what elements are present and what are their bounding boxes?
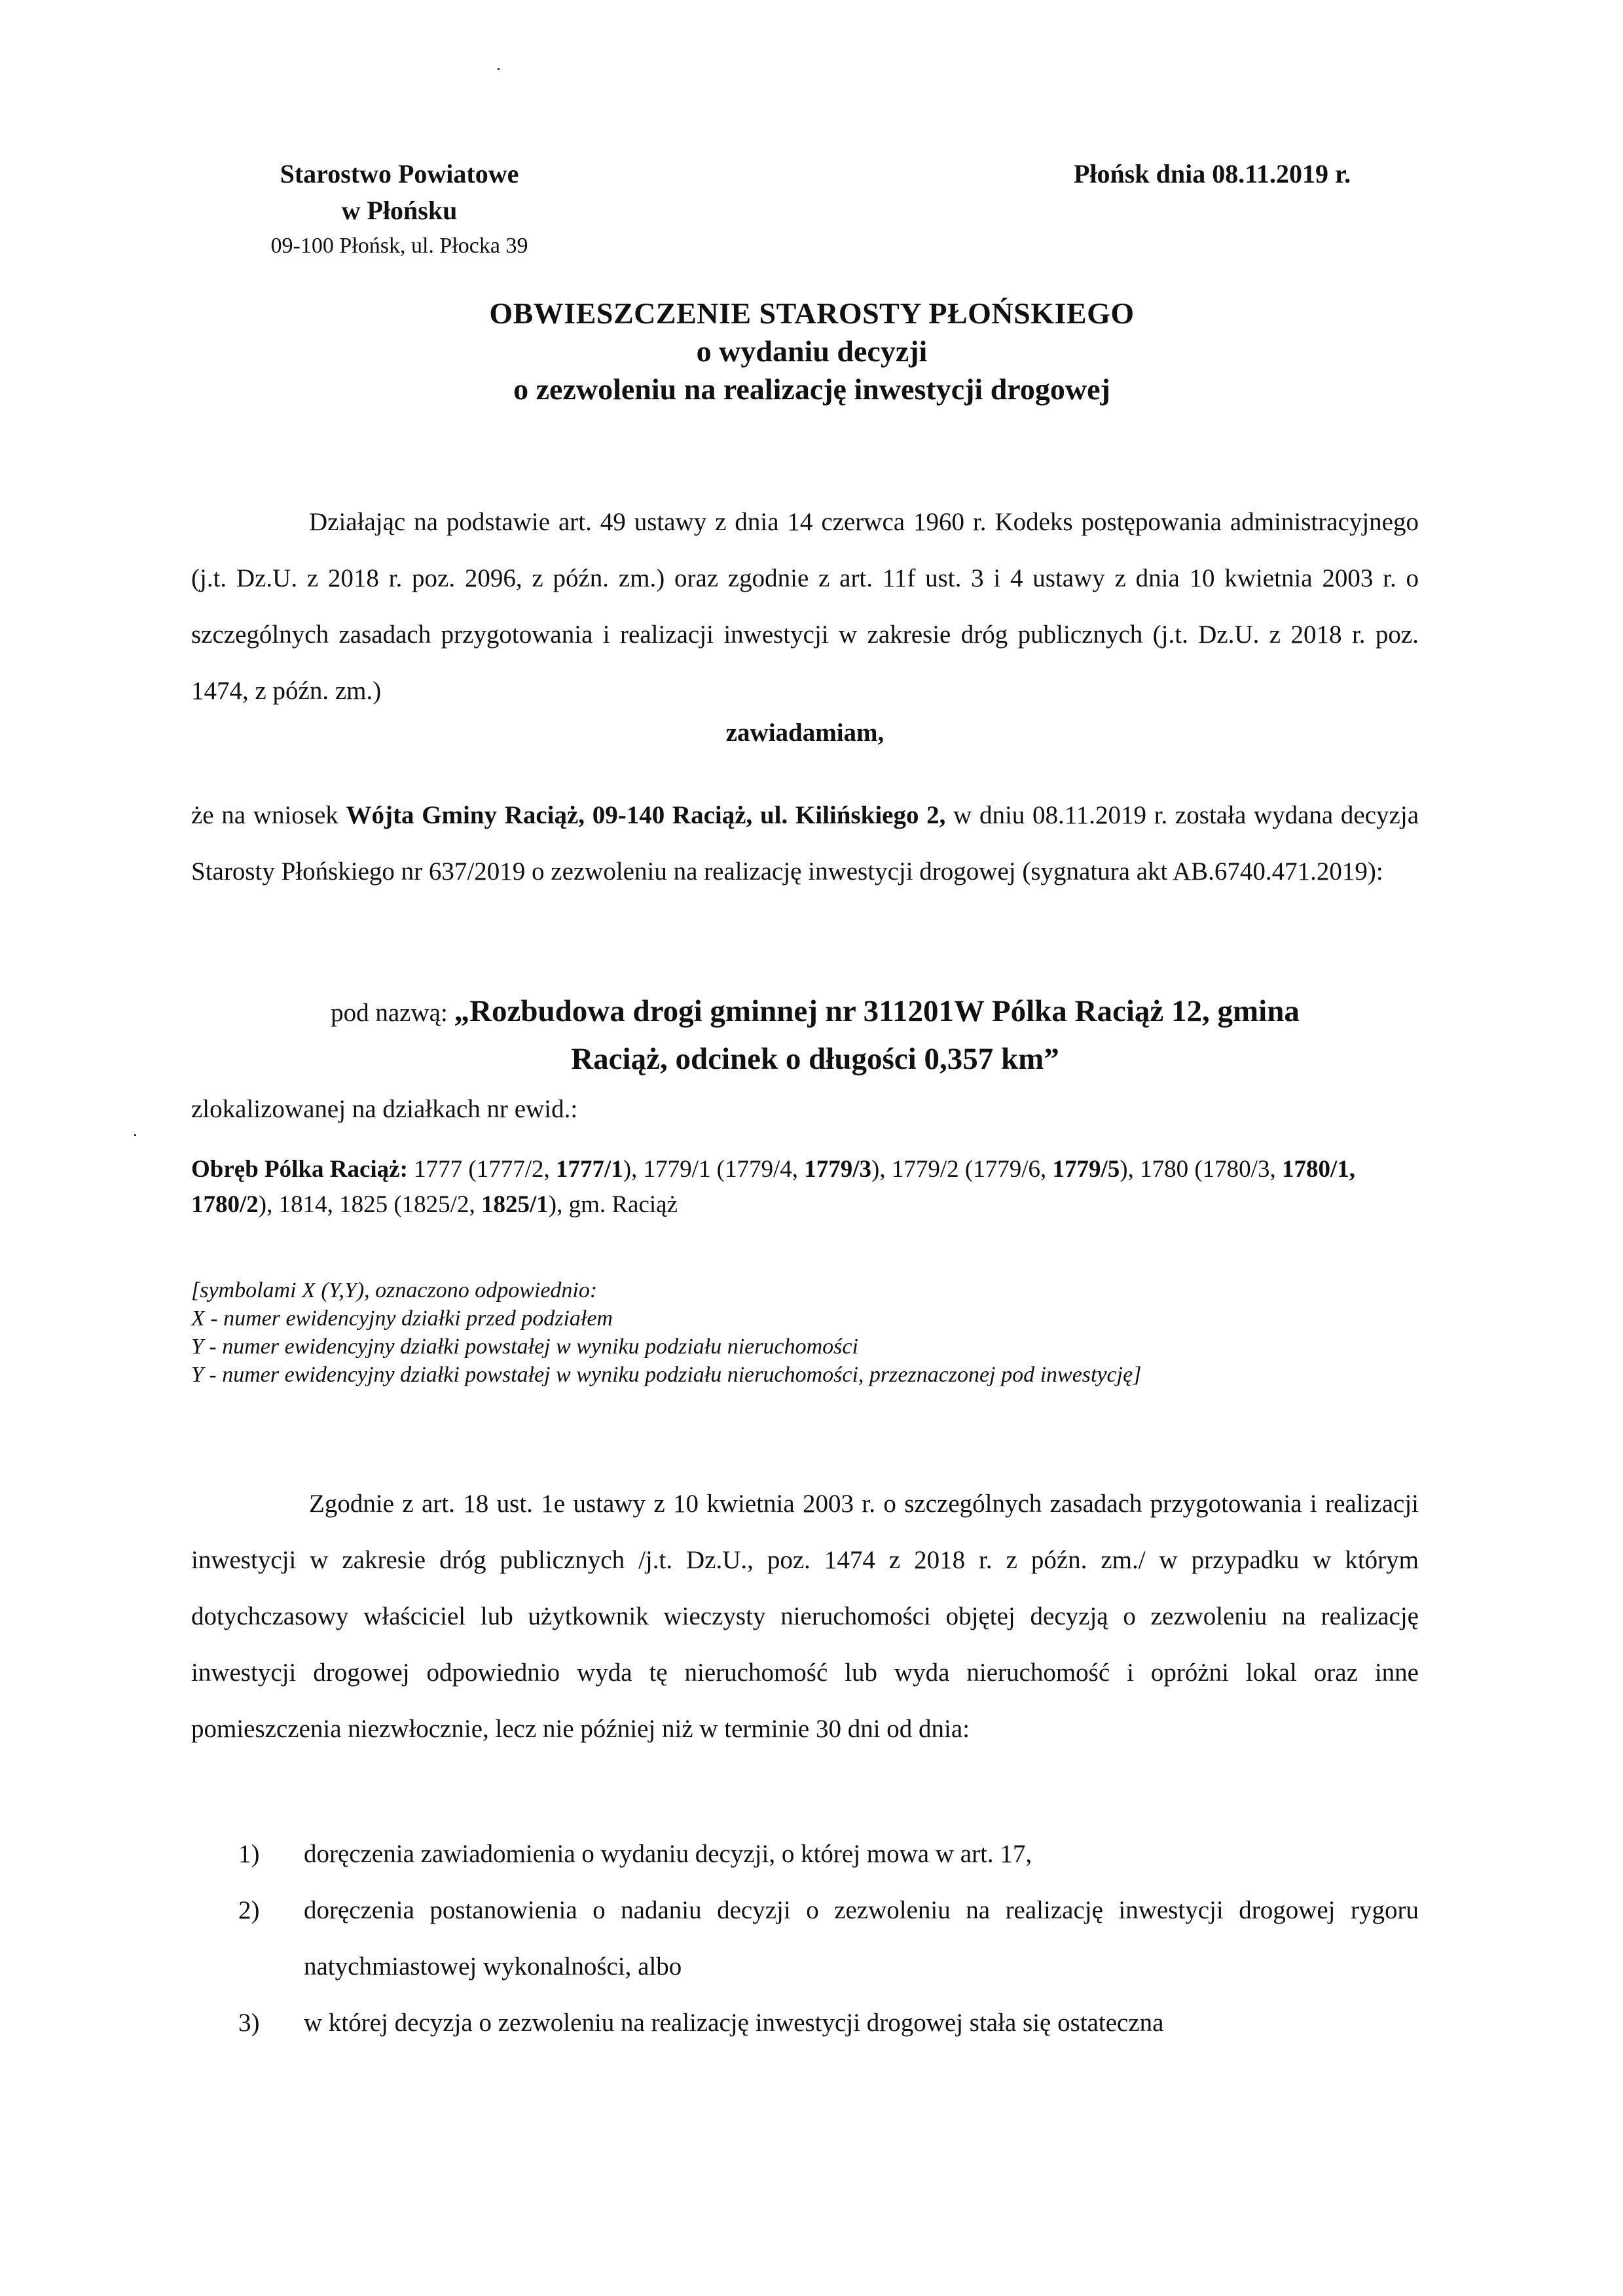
plot-number: ), 1779/2 (1779/6, <box>871 1156 1053 1183</box>
notice-word: zawiadamiam, <box>725 719 884 747</box>
list-text: w której decyzja o zezwoleniu na realizację inwestycji drogowej stała się ostateczna <box>304 2009 1164 2037</box>
plot-number-for-investment: 1779/3 <box>804 1156 872 1183</box>
investment-name-line-1 <box>216 988 1414 1036</box>
list-number: 3) <box>238 2009 260 2037</box>
list-item <box>191 1826 1419 1882</box>
list-text: doręczenia zawiadomienia o wydaniu decyzji, o której mowa w art. 17, <box>304 1840 1032 1868</box>
precinct-label: Obręb Pólka Raciąż: <box>191 1156 408 1183</box>
plot-number: ), 1779/1 (1779/4, <box>623 1156 805 1183</box>
investment-name-part-1: „Rozbudowa drogi gminnej nr 311201W Pólka Raciąż 12, gmina <box>454 994 1300 1028</box>
plot-number-for-investment: 1825/1 <box>481 1191 549 1218</box>
scan-speck <box>498 68 500 70</box>
decision-suffix: w dniu 08.11.2019 r. została wydana decyzja Starosty Płońskiego nr 637/2019 o zezwoleniu na realizację inwestycji drogowej (sygnatura akt AB.6740.471.2019): <box>191 801 1419 886</box>
plot-number: ), gm. Raciąż <box>548 1191 678 1218</box>
deadline-list <box>191 1826 1419 2051</box>
legend-item-y: Y - numer ewidencyjny działki powstałej w wyniku podziału nieruchomości <box>191 1335 858 1359</box>
plot-list <box>191 1152 1419 1223</box>
plot-number: ), 1814, 1825 (1825/2, <box>258 1191 481 1218</box>
document-title <box>196 295 1427 408</box>
issuer-address: 09-100 Płońsk, ul. Płocka 39 <box>270 234 528 258</box>
issuer-city: w Płońsku <box>341 196 458 225</box>
place-date: Płońsk dnia 08.11.2019 r. <box>1074 159 1351 188</box>
investment-name-line-2: Raciąż, odcinek o długości 0,357 km” <box>571 1042 1059 1076</box>
issuer-name: Starostwo Powiatowe <box>280 159 519 188</box>
plot-number-for-investment: 1779/5 <box>1052 1156 1120 1183</box>
handover-paragraph: Zgodnie z art. 18 ust. 1e ustawy z 10 kwietnia 2003 r. o szczególnych zasadach przygotowania i realizacji inwestycji w zakresie dróg publicznych /j.t. Dz.U., poz. 1474 z 2018 r. z późn. zm./ w przypadku w którym dotychczasowy właściciel lub użytkownik wieczysty nieruchomości objętej decyzją o zezwoleniu na realizację inwestycji drogowej odpowiednio wyda tę nieruchomość lub wyda nieruchomość i opróżni lokal oraz inne pomieszczenia niezwłocznie, lecz nie później niż w terminie 30 dni od dnia: <box>191 1490 1419 1743</box>
investment-name-block <box>216 988 1414 1082</box>
title-line-1: OBWIESZCZENIE STAROSTY PŁOŃSKIEGO <box>489 296 1135 330</box>
plot-number: ), 1780 (1780/3, <box>1120 1156 1282 1183</box>
legend-item-x: X - numer ewidencyjny działki przed podziałem <box>191 1306 613 1331</box>
plot-number-for-investment: 1777/1 <box>556 1156 623 1183</box>
list-item <box>191 1995 1419 2051</box>
location-label: zlokalizowanej na działkach nr ewid.: <box>191 1095 578 1123</box>
applicant: Wójta Gminy Raciąż, 09-140 Raciąż, ul. Kilińskiego 2, <box>346 801 946 829</box>
scan-speck <box>134 1134 136 1136</box>
legal-basis-paragraph: Działając na podstawie art. 49 ustawy z dnia 14 czerwca 1960 r. Kodeks postępowania administracyjnego (j.t. Dz.U. z 2018 r. poz. 2096, z późn. zm.) oraz zgodnie z art. 11f ust. 3 i 4 ustawy z dnia 10 kwietnia 2003 r. o szczególnych zasadach przygotowania i realizacji inwestycji w zakresie dróg publicznych (j.t. Dz.U. z 2018 r. poz. 1474, z późn. zm.) <box>191 508 1419 705</box>
legend-item-y-investment: Y - numer ewidencyjny działki powstałej w wyniku podziału nieruchomości, przeznaczonej pod inwestycję] <box>191 1363 1142 1387</box>
decision-prefix: że na wniosek <box>191 801 346 829</box>
list-text: doręczenia postanowienia o nadaniu decyzji o zezwoleniu na realizację inwestycji drogowej rygoru natychmiastowej wykonalności, albo <box>304 1896 1419 1981</box>
list-number: 2) <box>238 1896 260 1924</box>
symbol-legend <box>191 1276 1419 1389</box>
title-line-2: o wydaniu decyzji <box>696 334 928 368</box>
legend-intro: [symbolami X (Y,Y), oznaczono odpowiednio: <box>191 1278 598 1302</box>
title-line-3: o zezwoleniu na realizację inwestycji drogowej <box>513 372 1110 406</box>
investment-name-prefix: pod nazwą: <box>331 999 454 1027</box>
list-item <box>191 1882 1419 1995</box>
issuer-block <box>236 156 563 263</box>
plot-number-for-investment: 1780/1, 1780/2 <box>191 1156 1355 1218</box>
list-number: 1) <box>238 1840 260 1868</box>
decision-paragraph <box>191 787 1419 900</box>
plot-number: 1777 (1777/2, <box>407 1156 556 1183</box>
